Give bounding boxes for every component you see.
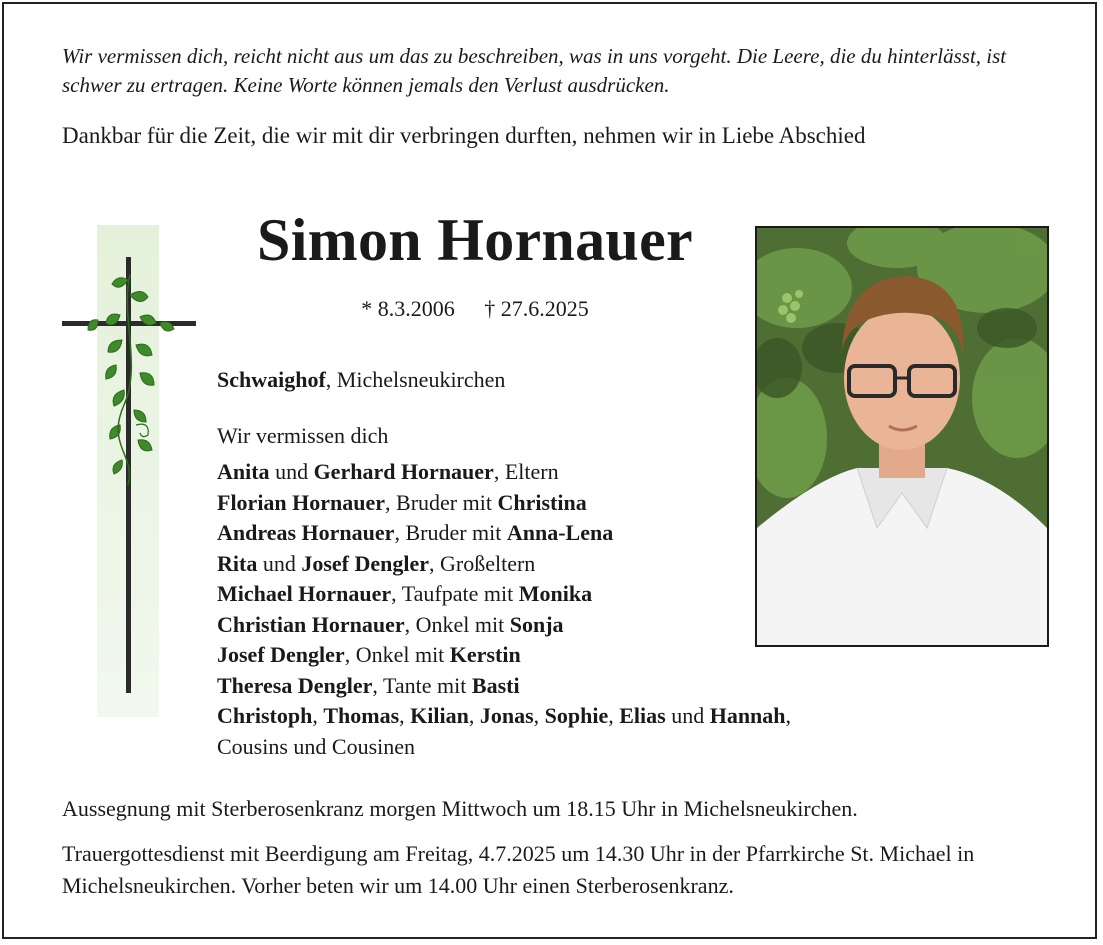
- blessing-notice: Aussegnung mit Sterberosenkranz morgen Mittwoch um 18.15 Uhr in Michelsneukirchen.: [62, 796, 858, 821]
- cousins-label: Cousins und Cousinen: [217, 733, 416, 759]
- birth-date: * 8.3.2006: [361, 296, 455, 321]
- cross-with-ivy-icon: [60, 225, 200, 717]
- death-date: † 27.6.2025: [484, 296, 589, 321]
- portrait-photo: [755, 226, 1049, 647]
- mourner-line: Josef Dengler, Onkel mit Kerstin: [217, 642, 521, 667]
- intro-text: Wir vermissen dich, reicht nicht aus um das zu beschreiben, was in uns vorgeht. Die Leere, die du hinterlässt, ist schwer zu ertragen. Keine Worte können jemals den Verlust ausdrücken.: [62, 44, 1007, 97]
- life-dates: [200, 293, 750, 325]
- deceased-name: Simon Hornauer: [257, 207, 693, 273]
- residence-village: Schwaighof: [217, 367, 326, 392]
- cousins-line: Christoph, Thomas, Kilian, Jonas, Sophie, Elias und Hannah,: [217, 703, 792, 728]
- mourner-line: Michael Hornauer, Taufpate mit Monika: [217, 581, 593, 606]
- miss-line: Wir vermissen dich: [217, 423, 389, 448]
- mourner-line: Florian Hornauer, Bruder mit Christina: [217, 489, 587, 515]
- mourner-line: Anita und Gerhard Hornauer, Eltern: [217, 459, 559, 484]
- residence-town: , Michelsneukirchen: [325, 367, 506, 392]
- mourner-line: Andreas Hornauer, Bruder mit Anna-Lena: [217, 520, 614, 545]
- mourner-line: Theresa Dengler, Tante mit Basti: [217, 672, 520, 698]
- mourner-line: Christian Hornauer, Onkel mit Sonja: [217, 611, 564, 637]
- mourners-list: [217, 457, 791, 762]
- residence: [217, 364, 505, 396]
- mourner-line: Rita und Josef Dengler, Großeltern: [217, 550, 536, 576]
- thanks-text: Dankbar für die Zeit, die wir mit dir verbringen durften, nehmen wir in Liebe Abschied: [62, 123, 866, 148]
- funeral-notice: Trauergottesdienst mit Beerdigung am Freitag, 4.7.2025 um 14.30 Uhr in der Pfarrkirche St. Michael in Michelsneukirchen. Vorher beten wir um 14.00 Uhr einen Sterberosenkranz.: [62, 841, 975, 898]
